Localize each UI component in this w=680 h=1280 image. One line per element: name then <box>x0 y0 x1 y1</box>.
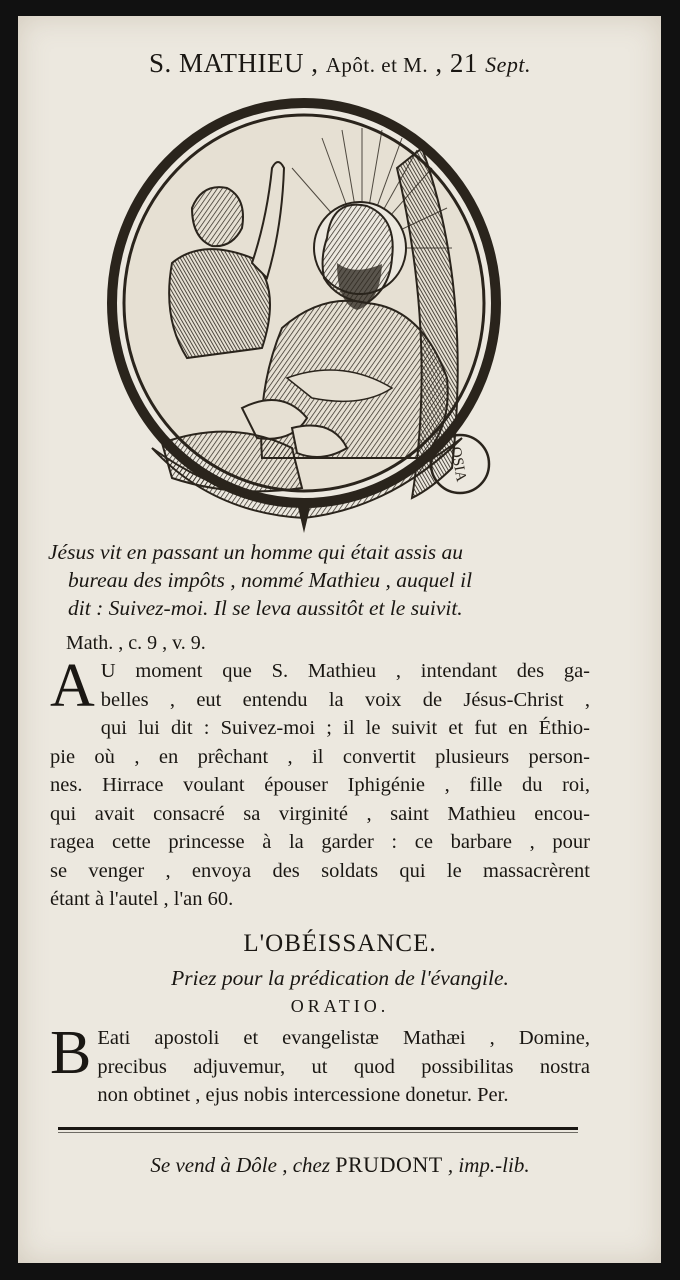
page-title <box>0 48 680 79</box>
virtue-heading: L'OBÉISSANCE. <box>243 930 437 957</box>
text-line: qui avait consacré sa virginité , saint Mathieu encou- <box>50 802 590 825</box>
title-separator: , <box>304 48 326 78</box>
stamp-text: OSIA <box>447 445 469 483</box>
divider <box>58 1127 578 1130</box>
library-stamp-icon <box>428 432 492 496</box>
drop-cap: A <box>50 652 95 720</box>
text-line: se venger , envoya des soldats qui le massacrèrent <box>50 859 590 882</box>
title-separator: , <box>428 48 450 78</box>
drop-cap: B <box>50 1019 92 1087</box>
text-line: non obtinet , ejus nobis intercessione donetur. Per. <box>97 1084 509 1106</box>
life-paragraph <box>50 652 590 914</box>
caption-line: bureau des impôts , nommé Mathieu , auquel il <box>68 568 473 592</box>
text-line: ragea cette princesse à la garder : ce barbare , pour <box>50 831 590 853</box>
oratio-paragraph <box>50 1019 590 1110</box>
caption-line: dit : Suivez-moi. Il se leva aussitôt et le suivit. <box>68 596 463 620</box>
text-line: étant à l'autel , l'an 60. <box>50 888 234 910</box>
scripture-caption <box>0 538 680 622</box>
text-line: pie où , en prêchant , il convertit plusieurs person- <box>50 745 590 768</box>
divider <box>58 1132 578 1133</box>
text-line: U moment que S. Mathieu , intendant des ga- <box>100 660 590 682</box>
text-line: belles , eut entendu la voix de Jésus-Christ , <box>100 688 590 711</box>
text-line: nes. Hirrace voulant épouser Iphigénie , fille du roi, <box>50 774 590 796</box>
text-line: qui lui dit : Suivez-moi ; il le suivit et fut en Éthio- <box>100 717 590 739</box>
caption-line: Jésus vit en passant un homme qui était assis au <box>48 540 464 564</box>
imprint-suffix: , imp.-lib. <box>442 1153 530 1177</box>
imprint-prefix: Se vend à Dôle , chez <box>150 1153 336 1177</box>
printer-name: PRUDONT <box>335 1152 443 1177</box>
saint-rank: Apôt. et M. <box>325 53 429 77</box>
printer-imprint <box>0 1152 680 1178</box>
oratio-label: ORATIO. <box>290 996 390 1016</box>
prayer-intent: Priez pour la prédication de l'évangile. <box>171 966 509 990</box>
feast-day: 21 <box>449 48 478 78</box>
feast-month: Sept. <box>485 52 531 77</box>
text-line: precibus adjuvemur, ut quod possibilitas nostra <box>97 1055 590 1078</box>
text-line: Eati apostoli et evangelistæ Mathæi , Domine, <box>97 1027 590 1049</box>
scripture-reference: Math. , c. 9 , v. 9. <box>66 632 206 654</box>
saint-name: S. MATHIEU <box>149 48 305 78</box>
